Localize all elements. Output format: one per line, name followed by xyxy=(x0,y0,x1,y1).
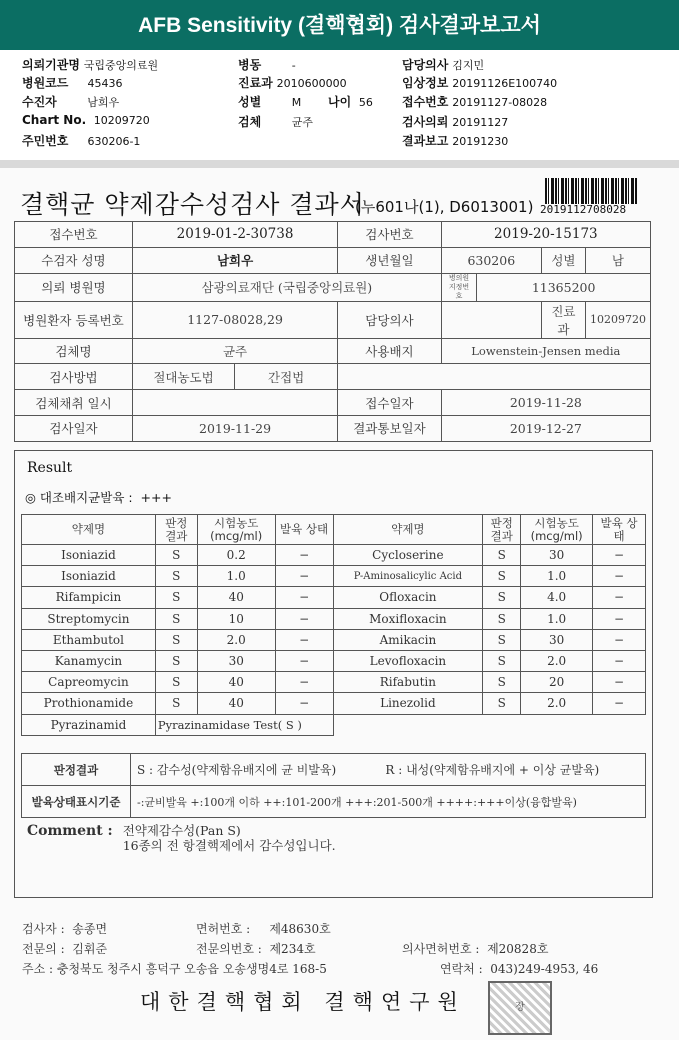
drug-result: S xyxy=(155,672,197,693)
drug-result: S xyxy=(483,672,521,693)
cell-label: 검사방법 xyxy=(15,364,133,390)
drug-conc: 1.0 xyxy=(197,566,275,587)
cell-value: 1127-08028,29 xyxy=(132,301,337,338)
drug-name: Isoniazid xyxy=(22,545,156,566)
footer-address: 주소 : 충청북도 청주시 흥덕구 오송읍 오송생명4로 168-5 xyxy=(22,962,327,976)
comment-line: 16종의 전 항결핵제에서 감수성입니다. xyxy=(122,838,336,853)
cell-label: 병원환자 등록번호 xyxy=(15,301,133,338)
cell-label: 수검자 성명 xyxy=(15,247,133,273)
info-id-number: 주민번호 630206-1 xyxy=(22,134,141,148)
cell-value: 630206 xyxy=(441,247,541,273)
divider xyxy=(0,160,679,168)
drug-result: S xyxy=(155,693,197,714)
drug-name: Streptomycin xyxy=(22,608,156,629)
footer-spec-no: 전문의번호 : 제234호 xyxy=(196,942,316,956)
cell-value: 11365200 xyxy=(477,273,651,301)
drug-conc: 40 xyxy=(197,672,275,693)
drug-row xyxy=(22,650,646,671)
cell-label: 검체명 xyxy=(15,338,133,364)
pza-value: Pyrazinamidase Test( S ) xyxy=(155,714,333,735)
legend-growth: -:균비발육 +:100개 이하 ++:101-200개 +++:201-500개 ++++:+++이상(융합발육) xyxy=(131,786,646,818)
cell-label: 접수일자 xyxy=(338,390,442,416)
drug-result: S xyxy=(483,693,521,714)
info-chart-no: Chart No. 10209720 xyxy=(22,113,150,127)
drug-conc: 0.2 xyxy=(197,545,275,566)
drug-conc: 20 xyxy=(521,672,593,693)
drug-growth: − xyxy=(275,566,333,587)
drug-conc: 10 xyxy=(197,608,275,629)
drug-name: Rifabutin xyxy=(333,672,483,693)
barcode-number: 2019112708028 xyxy=(540,203,627,216)
scanned-report xyxy=(0,168,679,1040)
drug-conc: 40 xyxy=(197,587,275,608)
footer-license: 면허번호 : 제48630호 xyxy=(196,922,331,936)
comment-block xyxy=(27,823,336,853)
drug-growth: − xyxy=(593,566,646,587)
cell-empty xyxy=(441,301,541,338)
cell-value: 절대농도법 xyxy=(132,364,234,390)
drug-growth: − xyxy=(275,650,333,671)
drug-result: S xyxy=(483,650,521,671)
drug-growth: − xyxy=(275,629,333,650)
drug-result: S xyxy=(155,650,197,671)
drug-result: S xyxy=(483,629,521,650)
drug-row xyxy=(22,672,646,693)
info-patient: 수진자 남희우 xyxy=(22,95,120,109)
header-cell: 시험농도 (mcg/ml) xyxy=(521,515,593,545)
cell-label: 담당의사 xyxy=(338,301,442,338)
drug-conc: 40 xyxy=(197,693,275,714)
doc-title: 결핵균 약제감수성검사 결과서 xyxy=(20,190,365,219)
drug-conc: 1.0 xyxy=(521,608,593,629)
drug-growth: − xyxy=(593,608,646,629)
info-ward: 병동 - xyxy=(238,58,296,72)
drug-row xyxy=(22,608,646,629)
footer-specialist: 전문의 : 김휘준 xyxy=(22,942,108,956)
drug-growth: − xyxy=(593,650,646,671)
cell-value: 간접법 xyxy=(235,364,338,390)
drug-conc: 2.0 xyxy=(197,629,275,650)
drug-growth: − xyxy=(593,693,646,714)
drug-table-header xyxy=(22,515,646,545)
drug-conc: 1.0 xyxy=(521,566,593,587)
header-cell: 판정 결과 xyxy=(155,515,197,545)
drug-conc: 30 xyxy=(521,629,593,650)
cell-value: 2019-12-27 xyxy=(441,415,650,441)
drug-result: S xyxy=(155,629,197,650)
cell-label: 검체채취 일시 xyxy=(15,390,133,416)
drug-result: S xyxy=(155,545,197,566)
drug-row xyxy=(22,566,646,587)
legend-label: 판정결과 xyxy=(22,754,131,786)
cell-value: 10209720 xyxy=(585,301,650,338)
drug-growth: − xyxy=(593,629,646,650)
info-reception: 접수번호 20191127-08028 xyxy=(402,95,548,109)
info-institution: 의뢰기관명 국립중앙의료원 xyxy=(22,58,159,72)
drug-result: S xyxy=(483,587,521,608)
drug-growth: − xyxy=(275,545,333,566)
drug-growth: − xyxy=(275,693,333,714)
cell-empty xyxy=(333,714,645,735)
result-label: Result xyxy=(27,460,73,476)
drug-name: Kanamycin xyxy=(22,650,156,671)
info-sex: 성별 M xyxy=(238,95,302,109)
drug-name: Isoniazid xyxy=(22,566,156,587)
cell-label: 진료과 xyxy=(541,301,585,338)
cell-label: 생년월일 xyxy=(338,247,442,273)
drug-name: Rifampicin xyxy=(22,587,156,608)
drug-name: Cycloserine xyxy=(333,545,483,566)
drug-row xyxy=(22,693,646,714)
pza-row xyxy=(22,714,646,735)
drug-row xyxy=(22,587,646,608)
header-cell: 발육 상태 xyxy=(275,515,333,545)
cell-value: 남희우 xyxy=(132,247,337,273)
drug-conc: 30 xyxy=(197,650,275,671)
drug-table xyxy=(21,514,646,736)
cell-value: 남 xyxy=(585,247,650,273)
drug-growth: − xyxy=(275,672,333,693)
drug-row xyxy=(22,545,646,566)
drug-name: Ofloxacin xyxy=(333,587,483,608)
header-cell: 약제명 xyxy=(333,515,483,545)
drug-name: Linezolid xyxy=(333,693,483,714)
cell-label: 검사일자 xyxy=(15,415,133,441)
drug-result: S xyxy=(155,566,197,587)
cell-label: 병의원 지정번호 xyxy=(441,273,477,301)
cell-label: 사용배지 xyxy=(338,338,442,364)
header-cell: 판정 결과 xyxy=(483,515,521,545)
header-cell: 약제명 xyxy=(22,515,156,545)
drug-name: Moxifloxacin xyxy=(333,608,483,629)
drug-result: S xyxy=(155,608,197,629)
info-request: 검사의뢰 20191127 xyxy=(402,115,509,129)
info-age: 나이 56 xyxy=(328,95,373,109)
drug-result: S xyxy=(155,587,197,608)
drug-growth: − xyxy=(275,587,333,608)
cell-label: 의뢰 병원명 xyxy=(15,273,133,301)
drug-name: Amikacin xyxy=(333,629,483,650)
drug-conc: 30 xyxy=(521,545,593,566)
info-report: 결과보고 20191230 xyxy=(402,134,509,148)
drug-name: Levofloxacin xyxy=(333,650,483,671)
drug-row xyxy=(22,629,646,650)
organization-name: 대한결핵협회 결핵연구원 xyxy=(140,990,466,1014)
drug-growth: − xyxy=(593,587,646,608)
drug-name: Ethambutol xyxy=(22,629,156,650)
legend-r: R : 내성(약제함유배지에 + 이상 균발육) xyxy=(379,754,645,786)
footer-tester: 검사자 : 송종면 xyxy=(22,922,108,936)
drug-result: S xyxy=(483,545,521,566)
legend-s: S : 감수성(약제함유배지에 균 비발육) xyxy=(131,754,380,786)
drug-growth: − xyxy=(275,608,333,629)
footer-contact: 연락처 : 043)249-4953, 46 xyxy=(440,962,599,976)
cell-value: Lowenstein-Jensen media xyxy=(441,338,650,364)
official-seal-icon: 장 xyxy=(488,981,552,1035)
cell-value: 균주 xyxy=(132,338,337,364)
drug-result: S xyxy=(483,566,521,587)
drug-growth: − xyxy=(593,545,646,566)
legend-label: 발육상태표시기준 xyxy=(22,786,131,818)
info-dept: 진료과 2010600000 xyxy=(238,76,347,90)
barcode-icon xyxy=(545,178,637,204)
drug-name: P-Aminosalicylic Acid xyxy=(333,566,483,587)
legend-table xyxy=(21,753,646,818)
cell-empty xyxy=(338,364,651,390)
header-cell: 시험농도 (mcg/ml) xyxy=(197,515,275,545)
cell-label: 결과통보일자 xyxy=(338,415,442,441)
comment-label: Comment : xyxy=(27,823,113,839)
drug-conc: 2.0 xyxy=(521,650,593,671)
comment-line: 전약제감수성(Pan S) xyxy=(122,823,241,838)
doc-subtitle: (누601나(1), D6013001) xyxy=(355,198,534,216)
specimen-info-table xyxy=(14,221,651,442)
control-culture: ◎ 대조배지균발육 : +++ xyxy=(25,490,172,505)
cell-label: 접수번호 xyxy=(15,222,133,248)
cell-value: 2019-20-15173 xyxy=(441,222,650,248)
result-section xyxy=(14,450,653,898)
drug-name: Capreomycin xyxy=(22,672,156,693)
report-header: AFB Sensitivity (결핵협회) 검사결과보고서 xyxy=(0,0,679,50)
cell-empty xyxy=(132,390,337,416)
drug-result: S xyxy=(483,608,521,629)
drug-conc: 2.0 xyxy=(521,693,593,714)
patient-info-panel xyxy=(0,50,679,160)
info-clinical: 임상정보 20191126E100740 xyxy=(402,76,558,90)
cell-label: 성별 xyxy=(541,247,585,273)
drug-growth: − xyxy=(593,672,646,693)
drug-name: Pyrazinamid xyxy=(22,714,156,735)
drug-name: Prothionamide xyxy=(22,693,156,714)
info-specimen: 검체 균주 xyxy=(238,115,313,129)
footer-doctor-license: 의사면허번호 : 제20828호 xyxy=(402,942,549,956)
cell-value: 2019-11-28 xyxy=(441,390,650,416)
drug-conc: 4.0 xyxy=(521,587,593,608)
info-doctor: 담당의사 김지민 xyxy=(402,58,485,72)
cell-value: 2019-11-29 xyxy=(132,415,337,441)
info-hospital-code: 병원코드 45436 xyxy=(22,76,123,90)
header-cell: 발육 상태 xyxy=(593,515,646,545)
cell-label: 검사번호 xyxy=(338,222,442,248)
cell-value: 삼광의료재단 (국립중앙의료원) xyxy=(132,273,441,301)
cell-value: 2019-01-2-30738 xyxy=(132,222,337,248)
